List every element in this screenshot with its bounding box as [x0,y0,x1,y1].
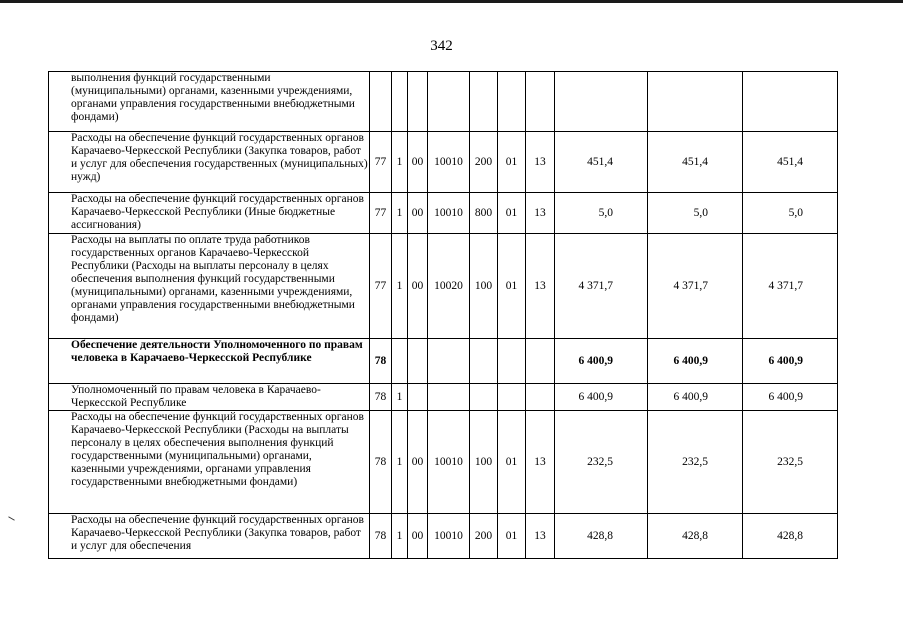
cell-amount-1: 5,0 [555,193,648,234]
cell-subsection: 13 [526,193,555,234]
cell-code-1: 1 [392,384,408,411]
cell-subsection [526,72,555,132]
cell-description: Расходы на выплаты по оплате труда работников государственных органов Карачаево-Черкесской Республики (Расходы на выплаты персоналу в целях обеспечения выполнения функций государственными (муниципальными) органами, казенными учреждениями, органами управления государственными внебюджетными фондами) [49,234,370,339]
cell-code-2 [408,384,428,411]
cell-amount-2: 6 400,9 [648,384,743,411]
cell-code-1: 1 [392,234,408,339]
cell-amount-2: 428,8 [648,514,743,559]
cell-expense-type [470,384,498,411]
cell-amount-1: 232,5 [555,411,648,514]
cell-expense-type: 100 [470,411,498,514]
cell-amount-1: 6 400,9 [555,384,648,411]
cell-expense-type: 200 [470,514,498,559]
cell-amount-1: 428,8 [555,514,648,559]
cell-code-2: 00 [408,234,428,339]
cell-ministry-code: 78 [370,384,392,411]
cell-code-1: 1 [392,514,408,559]
scan-mark [8,516,15,520]
cell-section: 01 [498,411,526,514]
cell-amount-2: 4 371,7 [648,234,743,339]
cell-code-3 [428,384,470,411]
table-row [49,339,838,384]
table-row [49,384,838,411]
table-body [49,72,838,559]
cell-code-3 [428,339,470,384]
cell-code-2 [408,72,428,132]
cell-code-1: 1 [392,411,408,514]
budget-table [48,71,838,559]
cell-amount-3: 428,8 [743,514,838,559]
cell-ministry-code: 77 [370,132,392,193]
cell-amount-2: 232,5 [648,411,743,514]
cell-code-1: 1 [392,193,408,234]
cell-subsection: 13 [526,234,555,339]
table-row [49,514,838,559]
cell-section: 01 [498,234,526,339]
cell-amount-3: 451,4 [743,132,838,193]
table-row [49,132,838,193]
cell-amount-3: 5,0 [743,193,838,234]
cell-description: Уполномоченный по правам человека в Карачаево-Черкесской Республике [49,384,370,411]
cell-amount-1: 4 371,7 [555,234,648,339]
cell-code-3 [428,72,470,132]
cell-subsection: 13 [526,411,555,514]
cell-subsection [526,339,555,384]
cell-code-3: 10010 [428,411,470,514]
cell-expense-type [470,339,498,384]
cell-code-1 [392,72,408,132]
cell-amount-1: 6 400,9 [555,339,648,384]
top-border-rule [0,0,903,3]
cell-amount-2: 451,4 [648,132,743,193]
cell-description: Расходы на обеспечение функций государственных органов Карачаево-Черкесской Республики (Закупка товаров, работ и услуг для обеспечения [49,514,370,559]
cell-ministry-code: 77 [370,234,392,339]
cell-section: 01 [498,514,526,559]
cell-expense-type: 200 [470,132,498,193]
cell-expense-type [470,72,498,132]
cell-subsection [526,384,555,411]
table-row [49,193,838,234]
cell-expense-type: 100 [470,234,498,339]
cell-ministry-code: 78 [370,339,392,384]
cell-expense-type: 800 [470,193,498,234]
cell-subsection: 13 [526,514,555,559]
page-number: 342 [430,38,453,54]
cell-code-2: 00 [408,193,428,234]
cell-description: Обеспечение деятельности Уполномоченного по правам человека в Карачаево-Черкесской Республике [49,339,370,384]
cell-ministry-code: 78 [370,411,392,514]
cell-section: 01 [498,193,526,234]
cell-amount-1: 451,4 [555,132,648,193]
cell-code-3: 10010 [428,193,470,234]
cell-subsection: 13 [526,132,555,193]
cell-amount-3 [743,72,838,132]
cell-section [498,72,526,132]
cell-amount-1 [555,72,648,132]
cell-code-1: 1 [392,132,408,193]
cell-code-2: 00 [408,514,428,559]
cell-code-3: 10010 [428,132,470,193]
cell-amount-2: 5,0 [648,193,743,234]
cell-section: 01 [498,132,526,193]
cell-amount-3: 232,5 [743,411,838,514]
cell-code-2: 00 [408,411,428,514]
cell-code-3: 10010 [428,514,470,559]
cell-section [498,339,526,384]
cell-description: Расходы на обеспечение функций государственных органов Карачаево-Черкесской Республики (Иные бюджетные ассигнования) [49,193,370,234]
cell-code-3: 10020 [428,234,470,339]
cell-description: Расходы на обеспечение функций государственных органов Карачаево-Черкесской Республики (Расходы на выплаты персоналу в целях обеспечения выполнения функций государственными (муниципальными) органами, казенными учреждениями, органами управления государственными внебюджетными фондами) [49,411,370,514]
cell-ministry-code: 77 [370,193,392,234]
cell-code-1 [392,339,408,384]
cell-amount-3: 6 400,9 [743,384,838,411]
table-row [49,411,838,514]
cell-amount-3: 4 371,7 [743,234,838,339]
cell-code-2: 00 [408,132,428,193]
cell-ministry-code: 78 [370,514,392,559]
cell-description: Расходы на обеспечение функций государственных органов Карачаево-Черкесской Республики (Закупка товаров, работ и услуг для обеспечения государственных (муниципальных) нужд) [49,132,370,193]
cell-amount-3: 6 400,9 [743,339,838,384]
cell-ministry-code [370,72,392,132]
cell-amount-2 [648,72,743,132]
cell-code-2 [408,339,428,384]
table-row [49,234,838,339]
cell-amount-2: 6 400,9 [648,339,743,384]
cell-description: выполнения функций государственными (муниципальными) органами, казенными учреждениями, органами управления государственными внебюджетными фондами) [49,72,370,132]
cell-section [498,384,526,411]
table-row [49,72,838,132]
